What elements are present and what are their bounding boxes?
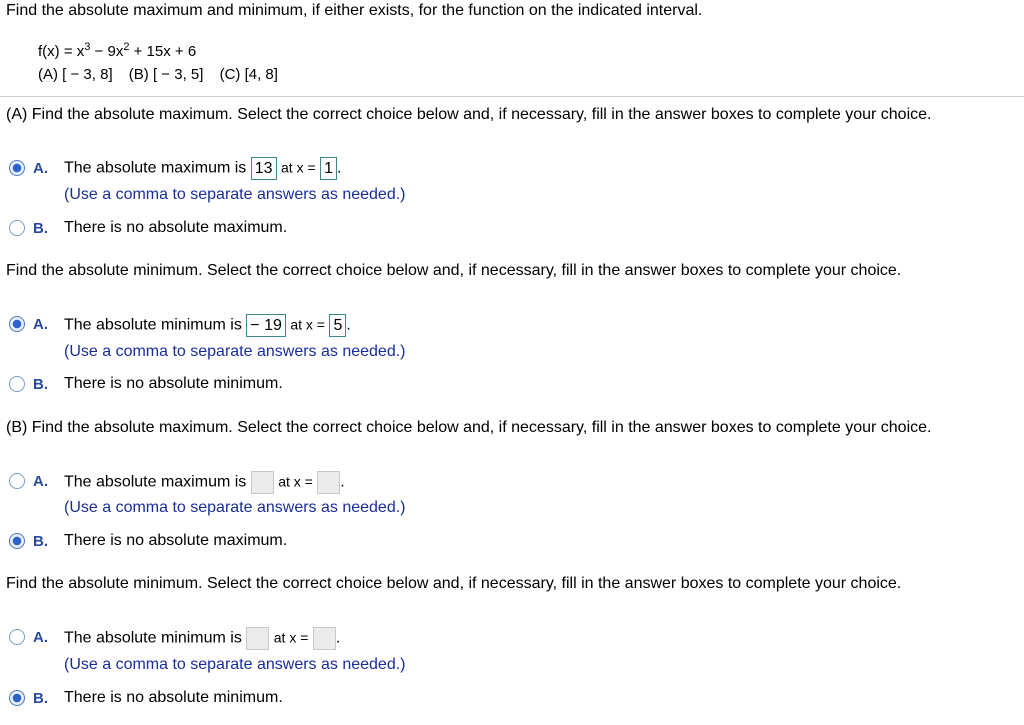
interval-list <box>38 66 290 83</box>
prompt-b-maximum: (B) Find the absolute maximum. Select the correct choice below and, if necessary, fill in the answer boxes to complete your choice. <box>6 419 932 436</box>
hint-text: (Use a comma to separate answers as needed.) <box>64 499 406 516</box>
hint-text: (Use a comma to separate answers as needed.) <box>64 186 406 203</box>
choice-letter-a: A. <box>33 629 48 646</box>
radio-b-max-choice-b[interactable] <box>9 533 25 549</box>
max-x-input[interactable]: 1 <box>320 157 337 180</box>
max-x-input[interactable] <box>317 471 340 494</box>
choice-a-min-b[interactable]: There is no absolute minimum. <box>64 375 283 392</box>
min-value-input[interactable] <box>246 627 269 650</box>
header-divider <box>0 96 1024 97</box>
choice-b-max-b[interactable]: There is no absolute maximum. <box>64 532 288 549</box>
interval-b: (B) [ − 3, 5] <box>128 66 204 83</box>
radio-b-min-choice-b[interactable] <box>9 690 25 706</box>
min-x-input[interactable] <box>313 627 336 650</box>
radio-b-min-choice-a[interactable] <box>9 629 25 645</box>
choice-a-max-b[interactable]: There is no absolute maximum. <box>64 219 288 236</box>
hint-text: (Use a comma to separate answers as needed.) <box>64 656 406 673</box>
max-value-input[interactable]: 13 <box>251 157 277 180</box>
choice-letter-a: A. <box>33 160 48 177</box>
choice-letter-b: B. <box>33 533 48 550</box>
radio-a-max-choice-a[interactable] <box>9 160 25 176</box>
choice-letter-b: B. <box>33 690 48 707</box>
choice-b-min-b[interactable]: There is no absolute minimum. <box>64 689 283 706</box>
radio-a-max-choice-b[interactable] <box>9 220 25 236</box>
function-definition: $f(x) = x^3 - 9x^2 + 15x + 6$ <box>38 41 197 60</box>
radio-a-min-choice-a[interactable] <box>9 316 25 332</box>
choice-b-min-a[interactable]: The absolute minimum is at x = . <box>64 627 340 650</box>
min-value-input[interactable]: − 19 <box>246 314 286 337</box>
min-x-input[interactable]: 5 <box>329 314 346 337</box>
problem-instruction: Find the absolute maximum and minimum, if either exists, for the function on the indicated interval. <box>6 2 703 19</box>
choice-letter-a: A. <box>33 316 48 333</box>
radio-a-min-choice-b[interactable] <box>9 376 25 392</box>
interval-a: (A) [ − 3, 8] <box>38 66 113 83</box>
max-value-input[interactable] <box>251 471 274 494</box>
prompt-a-maximum: (A) Find the absolute maximum. Select the correct choice below and, if necessary, fill in the answer boxes to complete your choice. <box>6 106 932 123</box>
radio-b-max-choice-a[interactable] <box>9 473 25 489</box>
choice-a-max-a[interactable]: The absolute maximum is 13 at x = 1 . <box>64 157 341 180</box>
choice-b-max-a[interactable]: The absolute maximum is at x = . <box>64 471 345 494</box>
choice-letter-a: A. <box>33 473 48 490</box>
prompt-a-minimum: Find the absolute minimum. Select the correct choice below and, if necessary, fill in the answer boxes to complete your choice. <box>6 262 902 279</box>
choice-a-min-a[interactable]: The absolute minimum is − 19 at x = 5 . <box>64 314 351 337</box>
interval-c: (C) [4, 8] <box>219 66 278 83</box>
prompt-b-minimum: Find the absolute minimum. Select the correct choice below and, if necessary, fill in the answer boxes to complete your choice. <box>6 575 902 592</box>
choice-letter-b: B. <box>33 376 48 393</box>
choice-letter-b: B. <box>33 220 48 237</box>
hint-text: (Use a comma to separate answers as needed.) <box>64 343 406 360</box>
